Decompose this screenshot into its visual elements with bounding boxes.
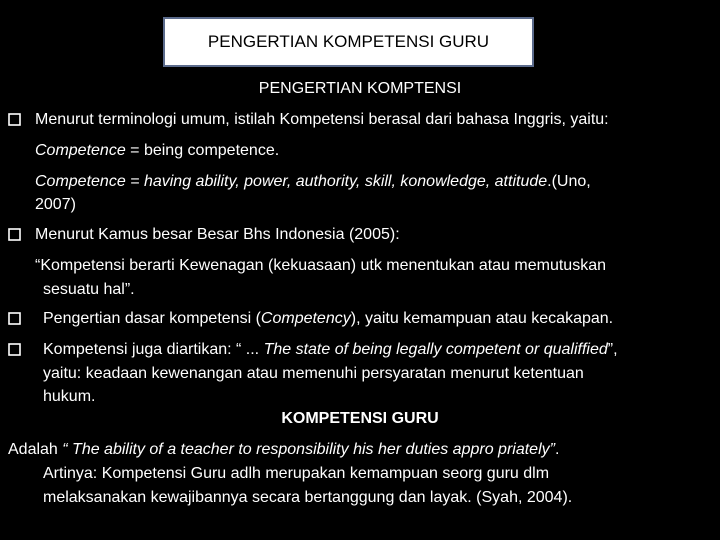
item-2-sub-1: “Kompetensi berarti Kewenagan (kekuasaan) utk menentukan atau memutuskan <box>35 257 606 274</box>
item-1-sub-2-cont: 2007) <box>35 196 76 213</box>
item-2-text: Menurut Kamus besar Besar Bhs Indonesia (2005): <box>35 226 400 243</box>
section-heading-pengertian: PENGERTIAN KOMPTENSI <box>258 80 462 97</box>
section-heading-kompetensi-guru: KOMPETENSI GURU <box>281 410 439 427</box>
item-4-line-2: yaitu: keadaan kewenangan atau memenuhi persyaratan menurut ketentuan <box>43 365 584 382</box>
title-box <box>163 17 534 67</box>
item-1-sub-2: Competence = having ability, power, authority, skill, konowledge, attitude.(Uno, <box>35 173 591 190</box>
guru-meaning-line-1: Artinya: Kompetensi Guru adlh merupakan kemampuan seorg guru dlm <box>43 465 550 482</box>
guru-meaning-line-2: melaksanakan kewajibannya secara bertanggung dan layak. (Syah, 2004). <box>43 489 573 506</box>
item-4-text: Kompetensi juga diartikan: “ ... The state of being legally competent or qualiffied”, <box>43 341 618 358</box>
item-2-sub-2: sesuatu hal”. <box>43 281 135 298</box>
item-1-sub-1: Competence = being competence. <box>35 142 280 159</box>
item-1-text: Menurut terminologi umum, istilah Kompetensi berasal dari bahasa Inggris, yaitu: <box>35 111 609 128</box>
guru-definition: Adalah “ The ability of a teacher to responsibility his her duties appro priately”. <box>8 441 560 458</box>
slide-title: PENGERTIAN KOMPETENSI GURU <box>207 32 490 51</box>
checkbox-bullet-icon <box>8 343 22 357</box>
checkbox-bullet-icon <box>8 228 22 242</box>
checkbox-bullet-icon <box>8 312 22 326</box>
item-3-text: Pengertian dasar kompetensi (Competency), yaitu kemampuan atau kecakapan. <box>43 310 614 327</box>
checkbox-bullet-icon <box>8 113 22 127</box>
item-4-line-3: hukum. <box>43 388 96 405</box>
